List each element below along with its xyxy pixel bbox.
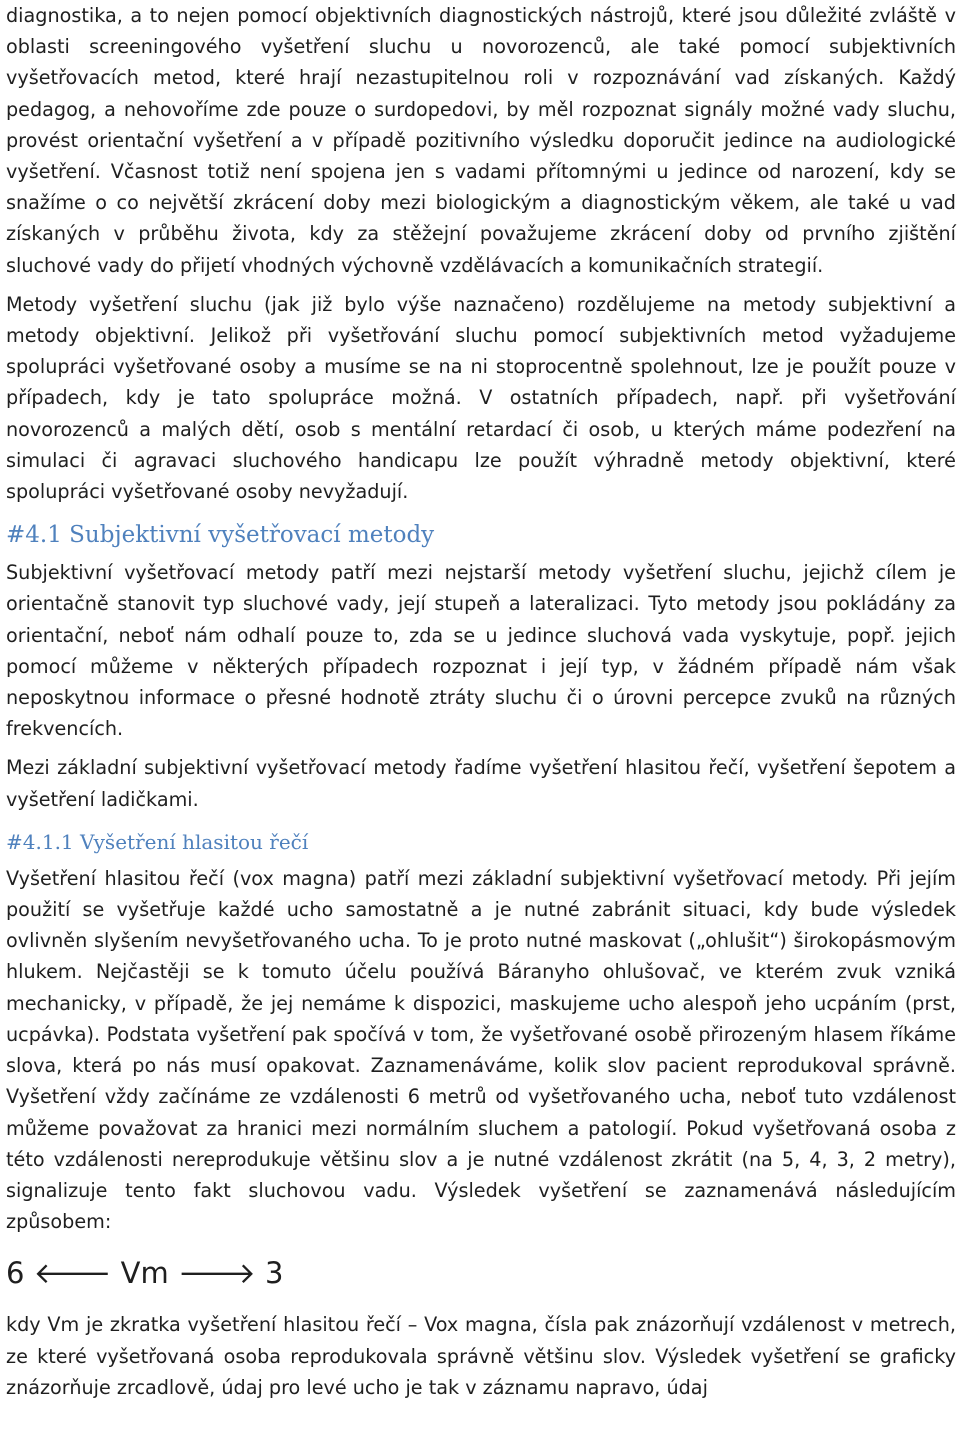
subsection-heading-loud-speech: #4.1.1 Vyšetření hlasitou řečí bbox=[6, 829, 309, 854]
result-notation-formula: 6 🡐 Vm 🡒 3 bbox=[6, 1256, 284, 1291]
paragraph-notation-explanation: kdy Vm je zkratka vyšetření hlasitou řečí – Vox magna, čísla pak znázorňují vzdálenost v metrech, ze které vyšetřovaná osoba reprodukovala správně většinu slov. Výsledek vyšetření se graficky znázorňuje zrcadlově, údaj pro levé ucho je tak v záznamu napravo, údaj bbox=[6, 1313, 956, 1399]
paragraph-loud-speech: Vyšetření hlasitou řečí (vox magna) patří mezi základní subjektivní vyšetřovací metody. Při jejím použití se vyšetřuje každé ucho samostatně a je nutné zabránit situaci, kdy bude výsledek ovlivněn slyšením nevyšetřovaného ucha. To je proto nutné maskovat („ohlušit“) širokopásmovým hlukem. Nejčastěji se k tomuto účelu používá Báranyho ohlušovač, ve kterém zvuk vzniká mechanicky, v případě, že jej nemáme k dispozici, maskujeme ucho alespoň jeho ucpáním (prst, ucpávka). Podstata vyšetření pak spočívá v tom, že vyšetřované osobě přirozeným hlasem říkáme slova, která po nás musí opakovat. Zaznamenáváme, kolik slov pacient reprodukoval správně. Vyšetření vždy začínáme ze vzdálenosti 6 metrů od vyšetřovaného ucha, neboť tuto vzdálenost můžeme považovat za hranici mezi normálním sluchem a patologií. Pokud vyšetřovaná osoba z této vzdálenosti nereprodukuje většinu slov a je nutné vzdálenost zkrátit (na 5, 4, 3, 2 metry), signalizuje tento fakt sluchovou vadu. Výsledek vyšetření se zaznamenává následujícím způsobem: bbox=[6, 866, 956, 1234]
paragraph-methods-overview: Metody vyšetření sluchu (jak již bylo výše naznačeno) rozdělujeme na metody subjektivní a metody objektivní. Jelikož při vyšetřování sluchu pomocí subjektivních metod vyžadujeme spolupráci vyšetřované osoby a musíme se na ni stoprocentně spolehnout, lze je použít pouze v případech, kdy je tato spolupráce možná. V ostatních případech, např. při vyšetřování novorozenců a malých dětí, osob s mentální retardací či osob, u kterých máme podezření na simulaci či agravaci sluchového handicapu lze použít výhradně metody objektivní, které spolupráci vyšetřované osoby nevyžadují. bbox=[6, 292, 956, 504]
paragraph-basic-methods: Mezi základní subjektivní vyšetřovací metody řadíme vyšetření hlasitou řečí, vyšetření šepotem a vyšetření ladičkami. bbox=[6, 756, 956, 811]
paragraph-subjective-methods: Subjektivní vyšetřovací metody patří mezi nejstarší metody vyšetření sluchu, jejichž cílem je orientačně stanovit typ sluchové vady, její stupeň a lateralizaci. Tyto metody jsou pokládány za orientační, neboť nám odhalí pouze to, zda se u jedince sluchová vada vyskytuje, popř. jejich pomocí můžeme v některých případech rozpoznat i její typ, v žádném případě nám však neposkytnou informace o přesné hodnotě ztráty sluchu či o úrovni percepce zvuků na různých frekvencích. bbox=[6, 561, 956, 741]
paragraph-intro-continued: diagnostika, a to nejen pomocí objektivních diagnostických nástrojů, které jsou důležité zvláště v oblasti screeningového vyšetření sluchu u novorozenců, ale také pomocí subjektivních vyšetřovacích metod, které hrají nezastupitelnou roli v rozpoznávání vad získaných. Každý pedagog, a nehovoříme zde pouze o surdopedovi, by měl rozpoznat signály možné vady sluchu, provést orientační vyšetření a v případě pozitivního výsledku doporučit jedince na audiologické vyšetření. Včasnost totiž není spojena jen s vadami přítomnými u jedince od narození, kdy se snažíme o co největší zkrácení doby mezi biologickým a diagnostickým věkem, ale také u vad získaných v průběhu života, kdy za stěžejní považujeme zkrácení doby od prvního zjištění sluchové vady do přijetí vhodných výchovně vzdělávacích a komunikačních strategií. bbox=[6, 4, 956, 277]
document-page bbox=[6, 0, 956, 1403]
section-heading-subjective-methods: #4.1 Subjektivní vyšetřovací metody bbox=[6, 522, 435, 549]
